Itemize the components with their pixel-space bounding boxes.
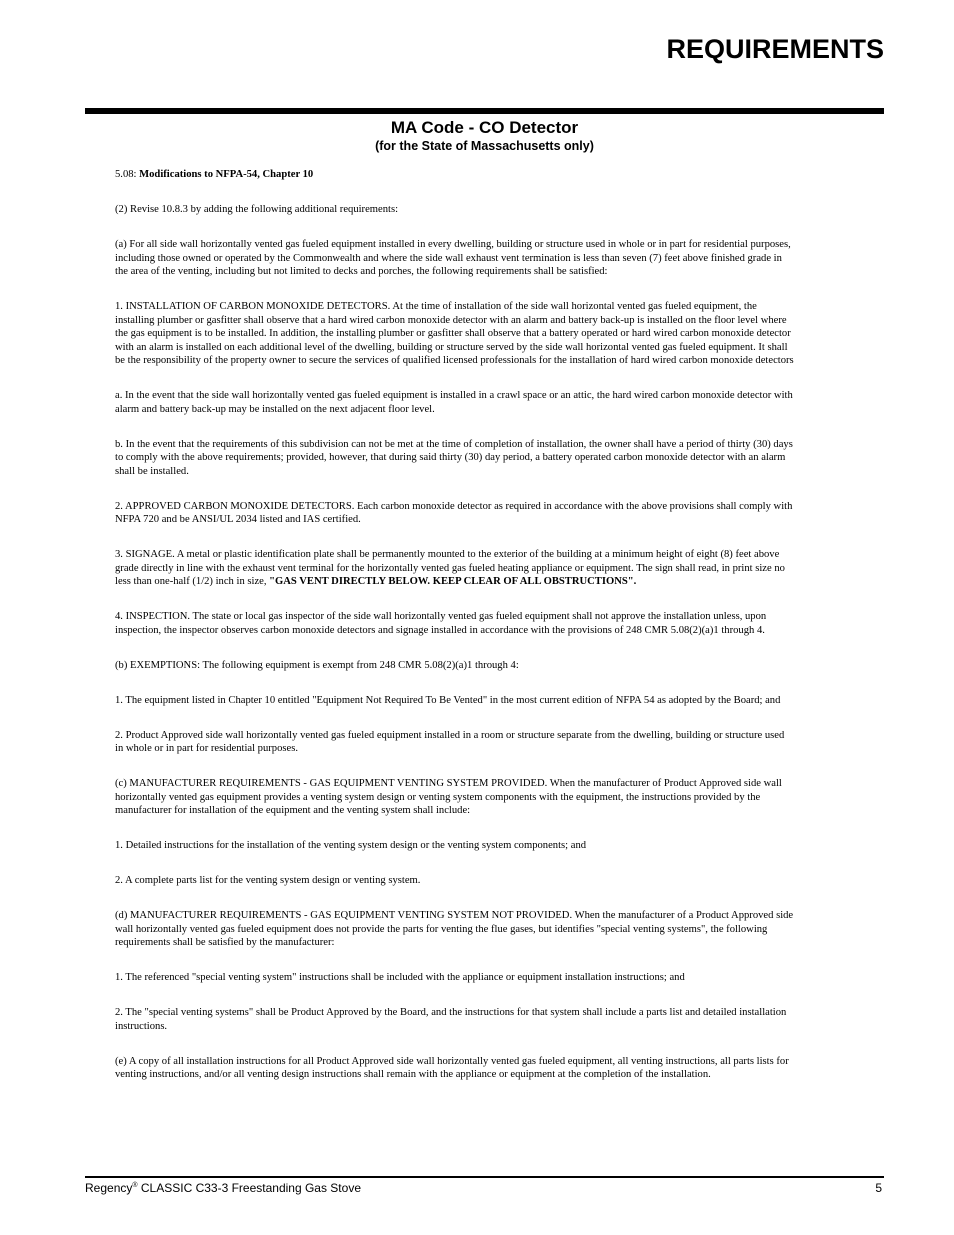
paragraph-section-ref — [115, 168, 795, 182]
page-number: 5 — [875, 1181, 882, 1195]
paragraph-not-provided-2: 2. The "special venting systems" shall be Product Approved by the Board, and the instructions for that system shall include a parts list and detailed installation instructions. — [115, 1007, 787, 1032]
top-divider — [85, 108, 884, 114]
paragraph-revise: (2) Revise 10.8.3 by adding the following additional requirements: — [115, 204, 399, 215]
bottom-divider — [85, 1176, 884, 1178]
paragraph-approved-detectors: 2. APPROVED CARBON MONOXIDE DETECTORS. Each carbon monoxide detector as required in accordance with the above provisions shall comply with NFPA 720 and be ANSI/UL 2034 listed and IAS certified. — [115, 500, 793, 525]
section-ref-title: Modifications to NFPA-54, Chapter 10 — [139, 169, 314, 180]
footer-brand-name: Regency — [85, 1181, 133, 1195]
footer-product-name: CLASSIC C33-3 Freestanding Gas Stove — [137, 1181, 361, 1195]
paragraph-inspection: 4. INSPECTION. The state or local gas inspector of the side wall horizontally vented gas fueled equipment shall not approve the installation unless, upon inspection, the inspector observes carbon monoxide detectors and signage installed in accordance with the provisions of 248 CMR 5.08(2)(a)1 through 4. — [115, 611, 767, 636]
paragraph-manufacturer-not-provided: (d) MANUFACTURER REQUIREMENTS - GAS EQUIPMENT VENTING SYSTEM NOT PROVIDED. When the manufacturer of a Product Approved side wall horizontally vented gas fueled equipment does not provide the parts for venting the flue gases, but identifies "special venting systems", the following requirements shall be satisfied by the manufacturer: — [115, 910, 794, 948]
paragraph-exemptions: (b) EXEMPTIONS: The following equipment is exempt from 248 CMR 5.08(2)(a)1 through 4: — [115, 659, 519, 671]
paragraph-e: (e) A copy of all installation instructions for all Product Approved side wall horizontally vented gas fueled equipment, all venting instructions, all parts lists for venting instructions, and/or all venting design instructions shall remain with the appliance or equipment at the completion of the installation. — [115, 1055, 789, 1080]
paragraph-not-provided-1: 1. The referenced "special venting system" instructions shall be included with the appliance or equipment installation instructions; and — [115, 972, 685, 983]
paragraph-crawl-space: a. In the event that the side wall horizontally vented gas fueled equipment is installed in a crawl space or an attic, the hard wired carbon monoxide detector with alarm and battery back-up may be installed on the next adjacent floor level. — [115, 390, 793, 415]
paragraph-a: (a) For all side wall horizontally vented gas fueled equipment installed in every dwelling, building or structure used in whole or in part for residential purposes, including those owned or operated by the Commonwealth and where the side wall exhaust vent termination is less than seven (7) feet above finished grade in the area of the venting, including but not limited to decks and porches, the following requirements shall be satisfied: — [115, 239, 791, 277]
section-ref-prefix: 5.08: — [115, 169, 140, 180]
paragraph-installation: 1. INSTALLATION OF CARBON MONOXIDE DETECTORS. At the time of installation of the side wall horizontal vented gas fueled equipment, the installing plumber or gasfitter shall observe that a hard wired carbon monoxide detector with an alarm and battery back-up is installed on the floor level where the gas equipment is to be installed. In addition, the installing plumber or gasfitter shall observe that a battery operated or hard wired carbon monoxide detector with an alarm is installed on each additional level of the dwelling, building or structure served by the side wall horizontal vented gas fueled equipment. It shall be the responsibility of the property owner to secure the services of qualified licensed professionals for the installation of hard wired carbon monoxide detectors — [115, 301, 794, 366]
paragraph-signage — [115, 548, 795, 589]
registered-mark: ® — [132, 1182, 138, 1189]
paragraph-manufacturer-provided: (c) MANUFACTURER REQUIREMENTS - GAS EQUIPMENT VENTING SYSTEM PROVIDED. When the manufacturer of Product Approved side wall horizontally vented gas equipment provides a venting system design or venting system components with the equipment, the instructions provided by the manufacturer for installation of the equipment and the venting system shall include: — [115, 778, 782, 816]
body-text — [115, 168, 795, 1103]
paragraph-provided-1: 1. Detailed instructions for the installation of the venting system design or the venting system components; and — [115, 840, 587, 851]
paragraph-exemption-2: 2. Product Approved side wall horizontally vented gas fueled equipment installed in a room or structure separate from the dwelling, building or structure used in whole or in part for residential purposes. — [115, 729, 785, 754]
signage-text: 3. SIGNAGE. A metal or plastic identification plate shall be permanently mounted to the exterior of the building at a minimum height of eight (8) feet above grade directly in line with the exhaust vent terminal for the horizontally vented gas fueled heating appliance or equipment. The sign shall read, in print size no less than one-half (1/2) inch in size, — [115, 549, 785, 587]
signage-warning: "GAS VENT DIRECTLY BELOW. KEEP CLEAR OF ALL OBSTRUCTIONS". — [269, 576, 637, 587]
paragraph-thirty-days: b. In the event that the requirements of this subdivision can not be met at the time of completion of installation, the owner shall have a period of thirty (30) days to comply with the above requirements; provided, however, that during said thirty (30) day period, a battery operated carbon monoxide detector with an alarm shall be installed. — [115, 438, 793, 477]
page-title: REQUIREMENTS — [666, 34, 884, 64]
paragraph-provided-2: 2. A complete parts list for the venting system design or venting system. — [115, 875, 421, 886]
section-subtitle: (for the State of Massachusetts only) — [375, 139, 594, 153]
paragraph-exemption-1: 1. The equipment listed in Chapter 10 entitled "Equipment Not Required To Be Vented" in the most current edition of NFPA 54 as adopted by the Board; and — [115, 694, 781, 706]
footer-product — [85, 1181, 361, 1195]
section-title: MA Code - CO Detector — [390, 118, 579, 137]
